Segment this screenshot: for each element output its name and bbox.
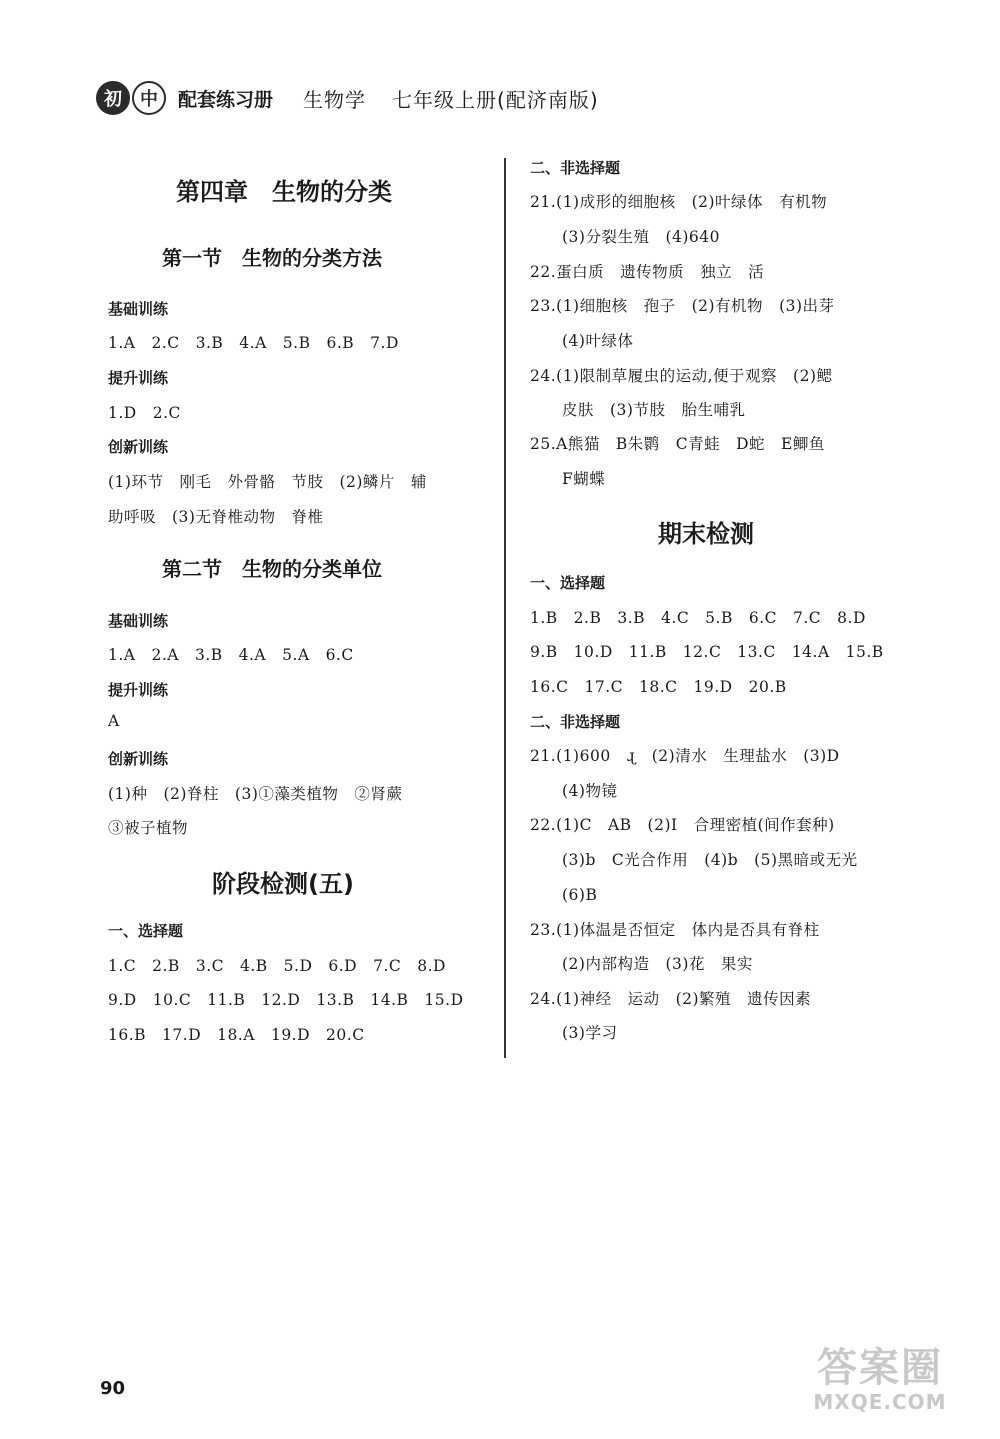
page-number: 90	[100, 1378, 126, 1399]
stage-line: F蝴蝶	[530, 470, 606, 488]
subject: 生物学	[303, 87, 367, 112]
stage-mc-line2: 9.D 10.C 11.B 12.D 13.B 14.B 15.D	[108, 991, 464, 1009]
stage-line: 皮肤 (3)节肢 胎生哺乳	[530, 401, 746, 419]
final-mc-line: 1.B 2.B 3.B 4.C 5.B 6.C 7.C 8.D	[530, 609, 866, 627]
section2-improve-label: 提升训练	[108, 681, 169, 699]
section1-title: 第一节 生物的分类方法	[162, 246, 382, 270]
section1-improve-answers: 1.D 2.C	[108, 404, 181, 422]
logo-char-2: 中	[132, 81, 166, 115]
section2-improve-answers: A	[108, 712, 120, 730]
watermark-text: 答案圈	[817, 1345, 943, 1391]
chapter-title: 第四章 生物的分类	[176, 178, 392, 206]
section1-innov-line2: 助呼吸 (3)无脊椎动物 脊椎	[108, 508, 324, 526]
final-nonmc-line: 22.(1)C AB (2)Ⅰ 合理密植(间作套种)	[530, 816, 835, 834]
stage-line: 24.(1)限制草履虫的运动,便于观察 (2)鳃	[530, 367, 833, 385]
stage-mc-label: 一、选择题	[108, 922, 184, 940]
logo-char-1: 初	[96, 81, 130, 115]
page-header	[96, 78, 599, 118]
section1-innov-label: 创新训练	[108, 438, 169, 456]
final-nonmc-label: 二、非选择题	[530, 713, 621, 731]
section2-title: 第二节 生物的分类单位	[162, 557, 382, 581]
section1-innov-line1: (1)环节 刚毛 外骨骼 节肢 (2)鳞片 辅	[108, 473, 427, 491]
stage-line: (4)叶绿体	[530, 332, 634, 350]
final-nonmc-line: 24.(1)神经 运动 (2)繁殖 遗传因素	[530, 990, 812, 1008]
grade: 七年级上册(配济南版)	[392, 87, 599, 112]
stage-test-title: 阶段检测(五)	[212, 870, 354, 898]
section1-improve-label: 提升训练	[108, 369, 169, 387]
series-logo	[96, 81, 168, 115]
final-nonmc-line: (2)内部构造 (3)花 果实	[530, 955, 753, 973]
section2-basic-label: 基础训练	[108, 612, 169, 630]
final-nonmc-line: (6)B	[530, 886, 598, 904]
section1-basic-label: 基础训练	[108, 300, 169, 318]
final-test-title: 期末检测	[658, 520, 754, 548]
column-divider	[504, 158, 506, 1058]
stage-line: 23.(1)细胞核 孢子 (2)有机物 (3)出芽	[530, 297, 835, 315]
section2-innov-label: 创新训练	[108, 750, 169, 768]
book-title: 配套练习册	[178, 88, 274, 111]
watermark-url: MXQE.COM	[813, 1390, 947, 1414]
stage-mc-line1: 1.C 2.B 3.C 4.B 5.D 6.D 7.C 8.D	[108, 957, 446, 975]
watermark	[790, 1346, 970, 1426]
stage-line: 21.(1)成形的细胞核 (2)叶绿体 有机物	[530, 193, 828, 211]
final-mc-line: 16.C 17.C 18.C 19.D 20.B	[530, 678, 787, 696]
stage-line: 25.A熊猫 B朱鹮 C青蛙 D蛇 E鲫鱼	[530, 435, 825, 453]
stage-line: (3)分裂生殖 (4)640	[530, 228, 720, 246]
stage-nonmc-label: 二、非选择题	[530, 159, 621, 177]
section2-innov-line2: ③被子植物	[108, 819, 189, 837]
final-nonmc-line: (3)学习	[530, 1024, 618, 1042]
section1-basic-answers: 1.A 2.C 3.B 4.A 5.B 6.B 7.D	[108, 334, 399, 352]
section2-innov-line1: (1)种 (2)脊柱 (3)①藻类植物 ②肾蕨	[108, 785, 403, 803]
final-nonmc-line: (3)b C光合作用 (4)b (5)黑暗或无光	[530, 851, 858, 869]
final-nonmc-line: 21.(1)600 ɻ (2)清水 生理盐水 (3)D	[530, 747, 840, 765]
final-mc-label: 一、选择题	[530, 574, 606, 592]
final-nonmc-line: (4)物镜	[530, 782, 618, 800]
final-mc-line: 9.B 10.D 11.B 12.C 13.C 14.A 15.B	[530, 643, 884, 661]
section2-basic-answers: 1.A 2.A 3.B 4.A 5.A 6.C	[108, 646, 354, 664]
stage-mc-line3: 16.B 17.D 18.A 19.D 20.C	[108, 1026, 365, 1044]
final-nonmc-line: 23.(1)体温是否恒定 体内是否具有脊柱	[530, 921, 820, 939]
stage-line: 22.蛋白质 遗传物质 独立 活	[530, 263, 765, 281]
